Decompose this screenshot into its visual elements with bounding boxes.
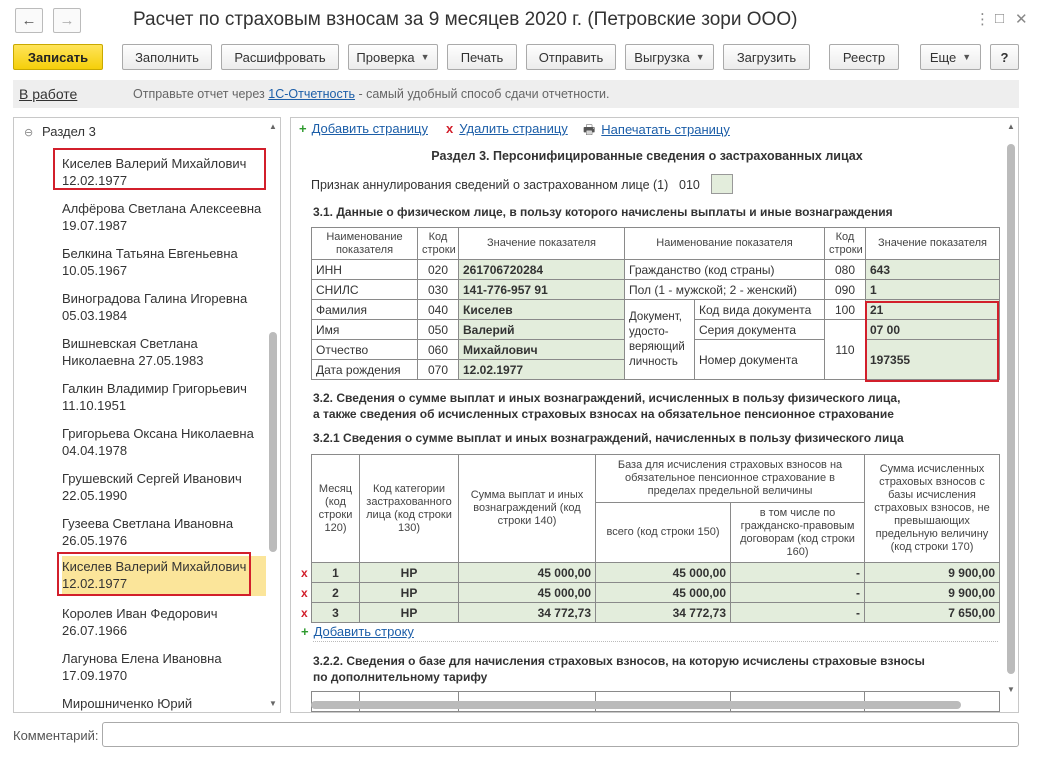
forward-button[interactable] <box>53 8 81 33</box>
header-value: Значение показателя <box>866 228 1000 260</box>
tree-item-name: Киселев Валерий Михайлович <box>62 559 247 574</box>
scroll-up-icon[interactable]: ▲ <box>1007 122 1015 131</box>
tree-item-date: 05.03.1984 <box>62 308 128 323</box>
tree-item-date: 19.07.1987 <box>62 218 128 233</box>
doc-type-code: 100 <box>825 300 866 320</box>
page-horizontal-scrollbar[interactable] <box>311 701 1001 709</box>
delete-icon: x <box>446 121 454 136</box>
civil-cell[interactable]: - <box>731 563 865 583</box>
info-text-before: Отправьте отчет через <box>133 87 269 101</box>
tree-item-date: Николаевна 27.05.1983 <box>62 353 204 368</box>
surname-field[interactable]: Киселев <box>459 300 625 320</box>
month-cell[interactable]: 1 <box>312 563 360 583</box>
export-label: Выгрузка <box>634 49 690 65</box>
tree-item[interactable] <box>62 333 266 369</box>
back-button[interactable] <box>15 8 43 33</box>
month-cell[interactable]: 3 <box>312 603 360 623</box>
plus-icon: + <box>301 624 309 639</box>
civil-cell[interactable]: - <box>731 583 865 603</box>
section-title: Раздел 3. Персонифицированные сведения о застрахованных лицах <box>431 149 863 163</box>
birthdate-field[interactable]: 12.02.1977 <box>459 360 625 380</box>
load-button[interactable]: Загрузить <box>723 44 810 70</box>
category-cell[interactable]: НР <box>360 563 459 583</box>
subsection-3-2-2-line1: 3.2.2. Сведения о базе для начисления страховых взносов, на которую исчислены страховые взносы <box>313 654 925 668</box>
citizenship-field[interactable]: 643 <box>866 260 1000 280</box>
table-row <box>312 583 1000 603</box>
subsection-3-2-2-title <box>313 653 925 685</box>
payments-cell[interactable]: 45 000,00 <box>459 563 596 583</box>
subsection-3-1-title: 3.1. Данные о физическом лице, в пользу которого начислены выплаты и иные вознаграждения <box>313 205 893 219</box>
cancel-flag-field[interactable] <box>711 174 733 194</box>
surname-code: 040 <box>418 300 459 320</box>
printer-icon: 🖶 <box>583 122 596 137</box>
tree-item-name: Киселев Валерий Михайлович <box>62 156 247 171</box>
page-vertical-scrollbar[interactable] <box>1007 122 1015 694</box>
tree-section-row[interactable] <box>24 124 96 139</box>
save-button[interactable]: Записать <box>13 44 103 70</box>
print-page-link[interactable] <box>583 121 730 143</box>
comment-input[interactable] <box>102 722 1019 747</box>
tree-item[interactable] <box>62 288 266 324</box>
tree-scroll-thumb[interactable] <box>269 332 277 552</box>
table-row <box>312 563 1000 583</box>
tree-item-name: Мирошниченко Юрий <box>62 696 193 711</box>
subsection-3-2-line1: 3.2. Сведения о сумме выплат и иных вознаграждений, исчисленных в пользу физического лица, <box>313 391 901 405</box>
contrib-cell[interactable]: 7 650,00 <box>865 603 1000 623</box>
delete-row-icon[interactable]: x <box>301 606 308 620</box>
category-cell[interactable]: НР <box>360 583 459 603</box>
tree-item[interactable] <box>62 648 266 684</box>
tree-item-date: 04.04.1978 <box>62 443 128 458</box>
add-page-label: Добавить страницу <box>311 121 428 136</box>
subsection-3-2-1-title: 3.2.1 Сведения о сумме выплат и иных вознаграждений, начисленных в пользу физического лица <box>313 431 904 445</box>
tree-item[interactable] <box>62 153 266 189</box>
patronymic-field[interactable]: Михайлович <box>459 340 625 360</box>
tree-item[interactable] <box>62 468 266 504</box>
add-page-link[interactable] <box>299 121 428 136</box>
scroll-down-icon[interactable]: ▼ <box>1007 685 1015 694</box>
firstname-field[interactable]: Валерий <box>459 320 625 340</box>
check-dropdown-button[interactable] <box>348 44 438 70</box>
birthdate-label: Дата рождения <box>312 360 418 380</box>
plus-icon: + <box>299 121 307 136</box>
arrow-right-icon: → <box>59 12 75 29</box>
header-name: Наименование показателя <box>312 228 418 260</box>
total-cell[interactable]: 45 000,00 <box>596 563 731 583</box>
firstname-label: Имя <box>312 320 418 340</box>
person-data-table <box>311 227 1000 380</box>
tree-item[interactable] <box>62 378 266 414</box>
citizenship-label: Гражданство (код страны) <box>625 260 825 280</box>
tree-section-label: Раздел 3 <box>42 124 96 139</box>
header-total: всего (код строки 150) <box>596 503 731 563</box>
title-bar <box>0 0 1039 40</box>
surname-label: Фамилия <box>312 300 418 320</box>
tree-item-name: Григорьева Оксана Николаевна <box>62 426 254 441</box>
tree-item-date: 12.02.1977 <box>62 173 128 188</box>
table-row <box>312 603 1000 623</box>
payments-cell[interactable]: 34 772,73 <box>459 603 596 623</box>
tree-item-selected[interactable] <box>62 556 266 596</box>
delete-page-label: Удалить страницу <box>459 121 568 136</box>
gender-label: Пол (1 - мужской; 2 - женский) <box>625 280 825 300</box>
print-page-label: Напечатать страницу <box>601 122 730 137</box>
tree-item-name: Грушевский Сергей Иванович <box>62 471 242 486</box>
category-cell[interactable]: НР <box>360 603 459 623</box>
tree-item[interactable] <box>62 603 266 639</box>
doc-number-field[interactable]: 197355 <box>866 340 1000 380</box>
help-button[interactable]: ? <box>990 44 1019 70</box>
tree-item-name: Лагунова Елена Ивановна <box>62 651 222 666</box>
report-page <box>290 117 1019 713</box>
check-label: Проверка <box>356 49 415 65</box>
tree-item[interactable] <box>62 243 266 279</box>
doc-series-label: Серия документа <box>695 320 825 340</box>
chevron-down-icon: ▼ <box>962 52 972 62</box>
doc-number-label: Номер документа <box>695 340 825 380</box>
tree-item[interactable] <box>62 423 266 459</box>
collapse-icon[interactable]: ⊖ <box>24 127 34 139</box>
tree-item-name: Королев Иван Федорович <box>62 606 218 621</box>
patronymic-label: Отчество <box>312 340 418 360</box>
maximize-icon[interactable]: □ <box>995 10 1005 27</box>
snils-field[interactable]: 141-776-957 91 <box>459 280 625 300</box>
flag-label: Признак аннулирования сведений о застрахованном лице (1) <box>311 178 669 192</box>
month-cell[interactable]: 2 <box>312 583 360 603</box>
close-icon[interactable]: ✕ <box>1015 11 1028 28</box>
citizenship-code: 080 <box>825 260 866 280</box>
info-message <box>133 87 610 101</box>
print-button[interactable]: Печать <box>447 44 517 70</box>
tree-item-name: Алфёрова Светлана Алексеевна <box>62 201 262 216</box>
total-cell[interactable]: 45 000,00 <box>596 583 731 603</box>
payments-cell[interactable]: 45 000,00 <box>459 583 596 603</box>
divider <box>313 641 998 642</box>
export-dropdown-button[interactable] <box>625 44 714 70</box>
more-label: Еще <box>929 49 957 65</box>
doc-type-label: Код вида документа <box>695 300 825 320</box>
header-civil: в том числе по гражданско-правовым договорам (код строки 160) <box>731 503 865 563</box>
header-month: Месяц (код строки 120) <box>312 455 360 563</box>
delete-row-icon[interactable]: x <box>301 586 308 600</box>
header-base: База для исчисления страховых взносов на обязательное пенсионное страхование в пределах предельной величины <box>596 455 865 503</box>
document-group-label: Документ, удостоверяющий личность <box>625 300 695 380</box>
inn-code: 020 <box>418 260 459 280</box>
subsection-3-2-2-line2: по дополнительному тарифу <box>313 670 488 684</box>
total-cell[interactable]: 34 772,73 <box>596 603 731 623</box>
add-row-label: Добавить строку <box>313 624 414 639</box>
tree-item-date: 22.05.1990 <box>62 488 128 503</box>
tree-item-date: 17.09.1970 <box>62 668 128 683</box>
header-code: Код строки <box>418 228 459 260</box>
tree-item-name: Вишневская Светлана <box>62 336 198 351</box>
inn-label: ИНН <box>312 260 418 280</box>
arrow-left-icon: ← <box>21 12 37 29</box>
send-button[interactable]: Отправить <box>526 44 616 70</box>
doc-type-field[interactable]: 21 <box>866 300 1000 320</box>
chevron-down-icon: ▼ <box>420 52 430 62</box>
doc-series-field[interactable]: 07 00 <box>866 320 1000 340</box>
page-hscroll-thumb[interactable] <box>311 701 961 709</box>
tree-item-date: 26.05.1976 <box>62 533 128 548</box>
tree-scrollbar[interactable] <box>269 122 277 708</box>
tree-item[interactable] <box>62 693 266 712</box>
contrib-cell[interactable]: 9 900,00 <box>865 583 1000 603</box>
patronymic-code: 060 <box>418 340 459 360</box>
tree-item-name: Галкин Владимир Григорьевич <box>62 381 247 396</box>
toolbar <box>0 41 1039 73</box>
add-row-link[interactable] <box>301 624 414 639</box>
status-link[interactable]: В работе <box>19 86 78 102</box>
header-code: Код строки <box>825 228 866 260</box>
birthdate-code: 070 <box>418 360 459 380</box>
snils-code: 030 <box>418 280 459 300</box>
more-dropdown-button[interactable] <box>920 44 981 70</box>
header-name: Наименование показателя <box>625 228 825 260</box>
decode-button[interactable]: Расшифровать <box>221 44 339 70</box>
tree-item[interactable] <box>62 513 266 549</box>
firstname-code: 050 <box>418 320 459 340</box>
scroll-down-icon[interactable]: ▼ <box>269 699 277 708</box>
delete-row-icon[interactable]: x <box>301 566 308 580</box>
tree-item-name: Белкина Татьяна Евгеньевна <box>62 246 238 261</box>
tree-item-date: 10.05.1967 <box>62 263 128 278</box>
inn-field[interactable]: 261706720284 <box>459 260 625 280</box>
doc-code: 110 <box>825 320 866 380</box>
window-title: Расчет по страховым взносам за 9 месяцев 2020 г. (Петровские зори ООО) <box>133 9 798 30</box>
chevron-down-icon: ▼ <box>695 52 705 62</box>
gender-field[interactable]: 1 <box>866 280 1000 300</box>
scroll-up-icon[interactable]: ▲ <box>269 122 277 131</box>
page-vscroll-thumb[interactable] <box>1007 144 1015 674</box>
delete-page-link[interactable] <box>446 121 568 136</box>
employee-tree <box>13 117 281 713</box>
comment-label: Комментарий: <box>13 728 99 743</box>
header-value: Значение показателя <box>459 228 625 260</box>
tree-item-date: 11.10.1951 <box>62 398 127 413</box>
reporting-link[interactable]: 1С-Отчетность <box>268 87 355 101</box>
payments-table <box>311 454 1000 623</box>
snils-label: СНИЛС <box>312 280 418 300</box>
subsection-3-2-title <box>313 390 900 422</box>
header-contrib: Сумма исчисленных страховых взносов с базы исчисления страховых взносов, не превышающих предельную величину (код строки 170) <box>865 455 1000 563</box>
tree-item-date: 26.07.1966 <box>62 623 128 638</box>
contrib-cell[interactable]: 9 900,00 <box>865 563 1000 583</box>
fill-button[interactable]: Заполнить <box>122 44 212 70</box>
gender-code: 090 <box>825 280 866 300</box>
tree-item[interactable] <box>62 198 266 234</box>
tree-item-date: 12.02.1977 <box>62 576 128 591</box>
header-category: Код категории застрахованного лица (код строки 130) <box>360 455 459 563</box>
info-text-after: - самый удобный способ сдачи отчетности. <box>354 87 610 101</box>
menu-kebab-icon[interactable]: ⋮ <box>975 11 990 28</box>
flag-code: 010 <box>679 178 700 192</box>
registry-button[interactable]: Реестр <box>829 44 899 70</box>
info-bar <box>13 80 1019 108</box>
header-payments: Сумма выплат и иных вознаграждений (код строки 140) <box>459 455 596 563</box>
tree-item-name: Гузеева Светлана Ивановна <box>62 516 234 531</box>
subsection-3-2-line2: а также сведения об исчисленных страховых взносах на обязательное пенсионное страхование <box>313 407 894 421</box>
civil-cell[interactable]: - <box>731 603 865 623</box>
tree-item-name: Виноградова Галина Игоревна <box>62 291 248 306</box>
